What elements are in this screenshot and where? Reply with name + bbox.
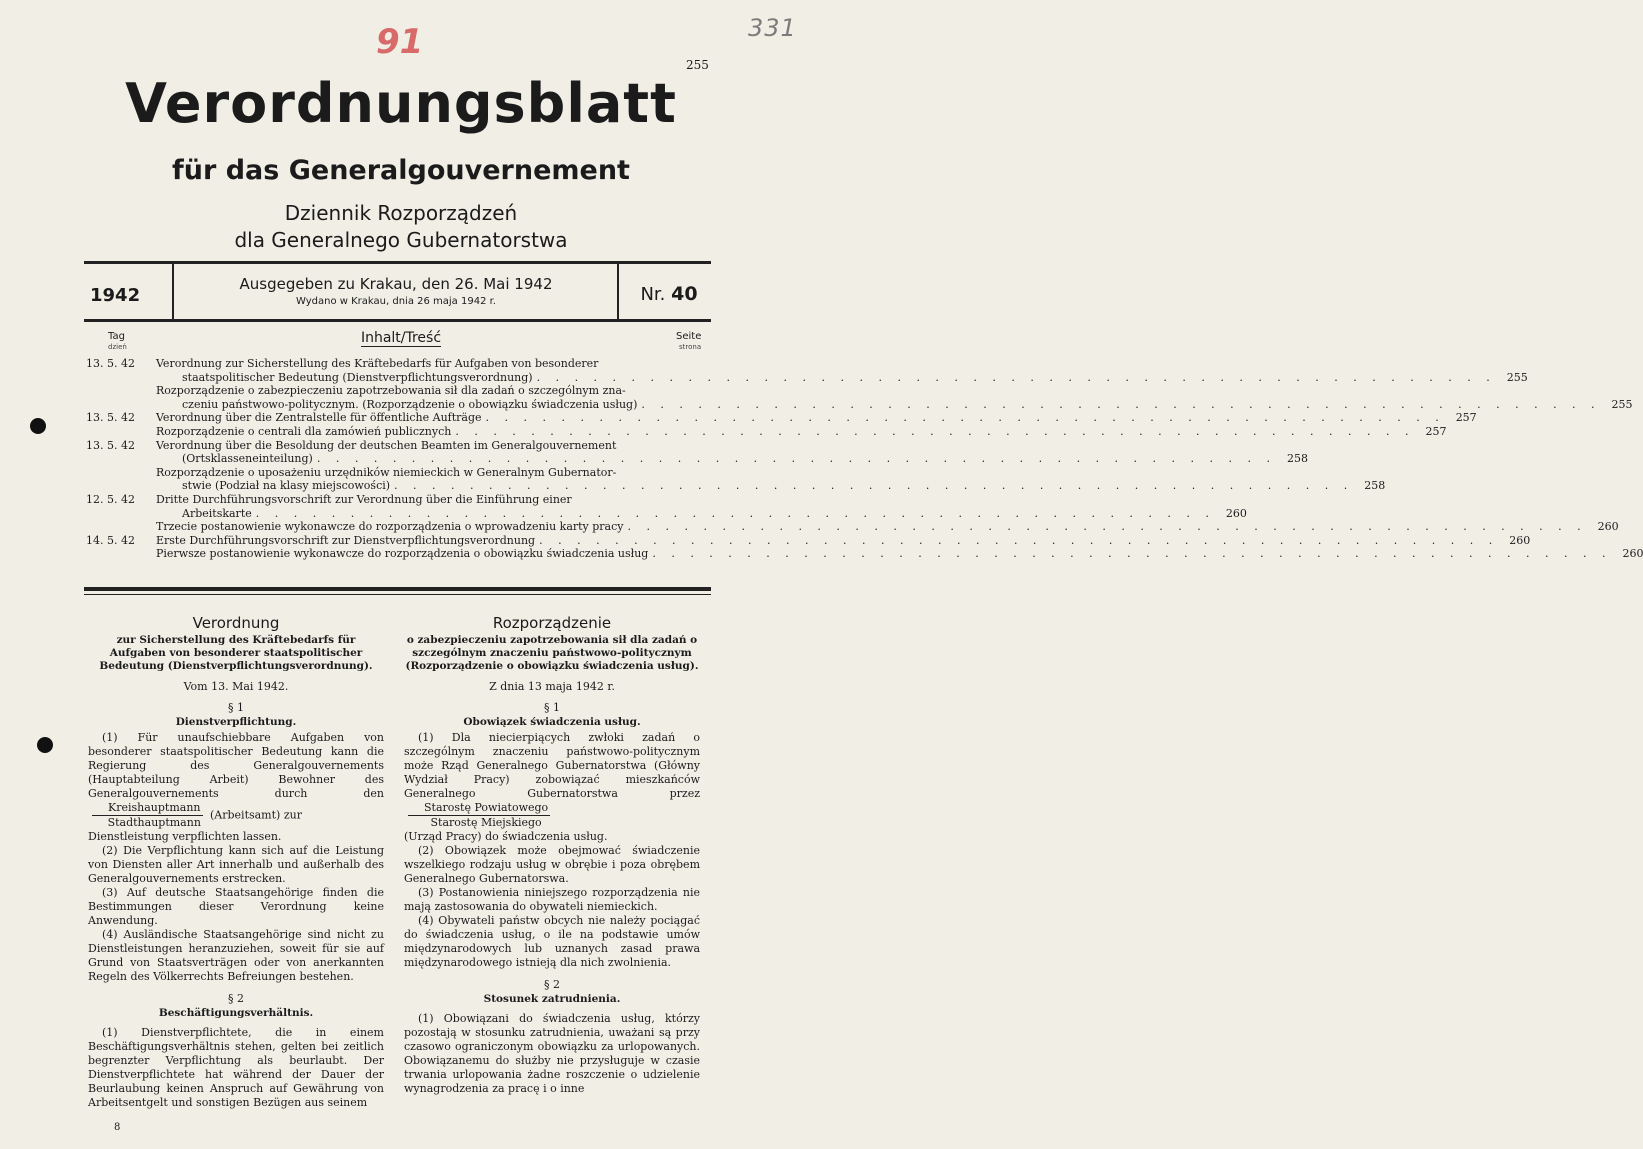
- toc-date: [86, 371, 156, 385]
- german-column: [88, 612, 384, 1110]
- toc-date: 13. 5. 42: [86, 357, 135, 370]
- toc-bottom-rule: [84, 587, 711, 591]
- masthead-subtitle: für das Generalgouvernement: [172, 155, 630, 186]
- german-date: Vom 13. Mai 1942.: [183, 680, 289, 693]
- polish-column: [404, 612, 700, 1096]
- handwritten-number: 91: [376, 22, 424, 62]
- toc-leader-dots: . . . . . . . . . . . . . . . . . . . . . . . . . . . . . . . . . . . . . . . . . . . . . . . . . . .: [627, 520, 1587, 534]
- toc-title-text: Erste Durchführungsvorschrift zur Dienstverpflichtungsverordnung: [156, 533, 536, 547]
- toc-title-text: czeniu państwowo-politycznym. (Rozporządzenie o obowiązku świadczenia usług): [182, 397, 638, 411]
- footer-number: 8: [114, 1122, 121, 1133]
- toc-date: [86, 466, 156, 480]
- toc-title: [156, 493, 674, 507]
- german-section-2: § 2: [228, 992, 244, 1005]
- toc-page-number: [674, 357, 706, 371]
- toc-title-text: Verordnung über die Zentralstelle für öffentliche Aufträge: [156, 411, 482, 425]
- issue-date-block: [176, 274, 616, 310]
- german-paragraph-1a: (1) Für unaufschiebbare Aufgaben von besonderer staatspolitischer Bedeutung kann die Regierung des Generalgouvernements (Hauptabteilung Arbeit) Bewohner des Generalgouvernements durch den: [88, 731, 384, 800]
- german-section-2-title: Beschäftigungsverhältnis.: [158, 1007, 314, 1019]
- german-paragraph-3: (3) Auf deutsche Staatsangehörige finden die Bestimmungen dieser Verordnung keine Anwendung.: [88, 886, 384, 927]
- toc-date: 12. 5. 42: [86, 492, 135, 506]
- toc-date: [86, 452, 156, 466]
- german-fraction-top: Kreishauptmann: [92, 801, 203, 816]
- toc-title-text: Rozporządzenie o uposażeniu urzędników niemieckich w Generalnym Gubernator-: [156, 465, 617, 479]
- toc-title-text: staatspolitischer Bedeutung (Dienstverpflichtungsverordnung): [182, 370, 533, 384]
- german-fraction: [92, 801, 203, 830]
- issue-date-german: Ausgegeben zu Krakau, den 26. Mai 1942: [239, 275, 553, 293]
- toc-line: [86, 357, 706, 371]
- toc-title-text: stwie (Podział na klasy miejscowości): [182, 479, 391, 493]
- issue-box-bottom-rule: [84, 319, 711, 322]
- toc-leader-dots: . . . . . . . . . . . . . . . . . . . . . . . . . . . . . . . . . . . . . . . . . . . . . . . . . . .: [255, 506, 1215, 520]
- punch-hole: [30, 418, 46, 434]
- polish-fraction-bottom: Starostę Miejskiego: [430, 816, 542, 829]
- toc-page-number: [674, 384, 706, 398]
- toc-page-number: 260: [1509, 533, 1531, 547]
- toc-page-number: 260: [1622, 547, 1643, 561]
- polish-paragraph-1a: (1) Dla niecierpiących zwłoki zadań o szczególnym znaczeniu państwowo-politycznym może Rząd Generalnego Gubernatorstwa (Główny Wydział Pracy) zobowiązać mieszkańców Generalnego Gubernatorstwa przez: [404, 731, 700, 800]
- polish-section-1-title: Obowiązek świadczenia usług.: [463, 716, 641, 728]
- toc-entry: [86, 411, 1477, 438]
- issue-number-label: Nr.: [640, 284, 666, 305]
- german-fraction-bottom: Stadthauptmann: [107, 816, 201, 829]
- toc-title: [156, 425, 1414, 439]
- toc-title: [156, 439, 674, 453]
- toc-date: [86, 507, 156, 521]
- toc-page-label: Seite: [676, 331, 702, 342]
- toc-title: [156, 398, 1601, 412]
- toc-title: [156, 507, 1215, 521]
- toc-leader-dots: . . . . . . . . . . . . . . . . . . . . . . . . . . . . . . . . . . . . . . . . . . . . . . . . . . .: [641, 397, 1601, 411]
- polish-paragraph-5: (1) Obowiązani do świadczenia usług, którzy pozostają w stosunku zatrudnienia, uważani są przy czasowo ograniczonym obowiązku za urlopowanych. Obowiązanemu do służby nie przysługuje w czasie trwania urlopowania żadne roszczenie o udzielenie wynagrodzenia za pracę i o inne: [404, 1012, 700, 1095]
- toc-page-number: 260: [1225, 506, 1247, 520]
- toc-line: [86, 384, 706, 398]
- toc-title: [156, 466, 674, 480]
- table-of-contents: [86, 357, 1643, 561]
- toc-title: [156, 384, 674, 398]
- toc-title-text: Arbeitskarte: [182, 506, 252, 520]
- toc-title: [156, 479, 1353, 493]
- toc-heading-text: Inhalt/Treść: [360, 330, 442, 346]
- toc-date: [86, 520, 156, 534]
- toc-title-text: Dritte Durchführungsvorschrift zur Verordnung über die Einführung einer: [156, 492, 572, 506]
- issue-year: 1942: [90, 285, 141, 306]
- toc-tag-sublabel: dzień: [108, 343, 127, 351]
- toc-line: [86, 493, 706, 507]
- german-paragraph-1: [88, 731, 384, 830]
- punch-hole: [37, 737, 53, 753]
- polish-title-line-2: dla Generalnego Gubernatorstwa: [234, 228, 568, 252]
- polish-title: Rozporządzenie: [492, 614, 612, 632]
- toc-title: [156, 411, 1445, 425]
- polish-fraction: [408, 801, 550, 830]
- toc-line: [86, 479, 1386, 493]
- toc-entry: [86, 357, 1633, 411]
- polish-paragraph-1: [404, 731, 700, 830]
- toc-title: [156, 547, 1611, 561]
- polish-section-1: § 1: [544, 701, 560, 714]
- toc-page-number: 258: [1287, 452, 1308, 466]
- polish-paragraph-1c: (Urząd Pracy) do świadczenia usług.: [404, 830, 608, 843]
- toc-title: [156, 534, 1498, 548]
- toc-leader-dots: . . . . . . . . . . . . . . . . . . . . . . . . . . . . . . . . . . . . . . . . . . . . . . . . . . .: [394, 479, 1354, 493]
- polish-subtitle: o zabezpieczeniu zapotrzebowania sił dla zadań o szczególnym znaczeniu państwowo-politycznym (Rozporządzenie o obowiązku świadczenia usług).: [405, 634, 699, 672]
- toc-title-text: Rozporządzenie o zabezpieczeniu zapotrzebowania sił dla zadań o szczególnym zna-: [156, 384, 626, 398]
- toc-heading: [316, 330, 486, 346]
- toc-line: [86, 466, 706, 480]
- toc-title-text: (Ortsklasseneinteilung): [182, 452, 313, 466]
- toc-title: [156, 371, 1496, 385]
- toc-date: [86, 479, 156, 493]
- polish-paragraph-3: (3) Postanowienia niniejszego rozporządzenia nie mają zastosowania do obywateli niemieckich.: [404, 886, 700, 913]
- polish-paragraph-2: (2) Obowiązek może obejmować świadczenie wszelkiego rodzaju usług w obrębie i poza obrębem Generalnego Gubernatorswa.: [404, 844, 700, 885]
- page-number: 255: [686, 58, 709, 72]
- toc-line: [86, 397, 1633, 412]
- toc-line: [86, 370, 1528, 385]
- polish-date: Z dnia 13 maja 1942 r.: [489, 680, 615, 693]
- toc-bottom-rule-thin: [84, 594, 711, 595]
- toc-line: [86, 452, 1308, 466]
- toc-leader-dots: . . . . . . . . . . . . . . . . . . . . . . . . . . . . . . . . . . . . . . . . . . . . . . . . . . .: [539, 533, 1499, 547]
- german-paragraph-1b: (Arbeitsamt) zur: [210, 808, 302, 822]
- german-section-1: § 1: [228, 701, 244, 714]
- toc-page-number: 257: [1455, 411, 1477, 425]
- toc-date: [86, 547, 156, 561]
- toc-title-text: Verordnung über die Besoldung der deutschen Beamten im Generalgouvernement: [156, 438, 617, 452]
- german-paragraph-5: (1) Dienstverpflichtete, die in einem Beschäftigungsverhältnis stehen, gelten bei zeitlich begrenzter Verpflichtung als beurlaubt. Der Dienstverpflichtete hat während der Dauer der Beurlaubung keinen Anspruch auf Gewährung von Arbeitsentgelt und sonstigen Bezügen aus seinem: [88, 1026, 384, 1109]
- german-paragraph-1c: Dienstleistung verpflichten lassen.: [88, 830, 282, 843]
- toc-date: 13. 5. 42: [86, 411, 135, 425]
- toc-line: [86, 439, 706, 453]
- toc-date: [86, 398, 156, 412]
- toc-page-number: 257: [1425, 424, 1447, 438]
- toc-page-number: [674, 493, 706, 507]
- toc-date: 13. 5. 42: [86, 438, 135, 452]
- issue-number-value: 40: [671, 283, 698, 305]
- toc-tag-label: Tag: [108, 331, 125, 342]
- toc-title: [156, 452, 1276, 466]
- german-paragraph-2: (2) Die Verpflichtung kann sich auf die Leistung von Diensten aller Art innerhalb und außerhalb des Generalgouvernements erstrecken.: [88, 844, 384, 885]
- german-title: Verordnung: [192, 614, 280, 632]
- masthead-title: Verordnungsblatt: [125, 72, 677, 135]
- polish-section-2: § 2: [544, 978, 560, 991]
- german-subtitle: zur Sicherstellung des Kräftebedarfs für Aufgaben von besonderer staatspolitischer Bedeutung (Dienstverpflichtungsverordnung).: [99, 634, 373, 672]
- toc-title-text: Pierwsze postanowienie wykonawcze do rozporządzenia o obowiązku świadczenia usług: [156, 547, 649, 561]
- polish-section-2-title: Stosunek zatrudnienia.: [483, 993, 621, 1005]
- toc-leader-dots: . . . . . . . . . . . . . . . . . . . . . . . . . . . . . . . . . . . . . . . . . . . . . . . . . . .: [485, 411, 1445, 425]
- toc-leader-dots: . . . . . . . . . . . . . . . . . . . . . . . . . . . . . . . . . . . . . . . . . . . . . . . . . . .: [536, 370, 1496, 384]
- toc-leader-dots: . . . . . . . . . . . . . . . . . . . . . . . . . . . . . . . . . . . . . . . . . . . . . . . . . . .: [316, 452, 1276, 466]
- toc-line: [86, 533, 1531, 548]
- toc-entry: [86, 438, 1386, 493]
- toc-page-number: 255: [1506, 370, 1528, 384]
- toc-line: [86, 411, 1477, 425]
- toc-line: [86, 547, 1643, 561]
- toc-page-number: 255: [1611, 397, 1633, 411]
- archive-number: 331: [748, 14, 797, 42]
- toc-title-text: Verordnung zur Sicherstellung des Kräftebedarfs für Aufgaben von besonderer: [156, 357, 599, 370]
- german-paragraph-4: (4) Ausländische Staatsangehörige sind nicht zu Dienstleistungen heranzuziehen, soweit für sie auf Grund von Staatsverträgen oder von anerkannten Regeln des Völkerrechts Befreiungen bestehen.: [88, 928, 384, 983]
- issue-date-polish: Wydano w Krakau, dnia 26 maja 1942 r.: [296, 296, 496, 307]
- toc-page-number: [674, 466, 706, 480]
- toc-title: [156, 520, 1587, 534]
- toc-line: [86, 424, 1447, 439]
- toc-leader-dots: . . . . . . . . . . . . . . . . . . . . . . . . . . . . . . . . . . . . . . . . . . . . . . . . . . .: [652, 547, 1612, 561]
- toc-title-text: Rozporządzenie o centrali dla zamówień publicznych: [156, 424, 452, 438]
- toc-date: [86, 384, 156, 398]
- polish-fraction-top: Starostę Powiatowego: [408, 801, 550, 816]
- toc-entry: [86, 492, 1619, 534]
- toc-page-number: 260: [1597, 520, 1619, 534]
- toc-date: 14. 5. 42: [86, 533, 135, 547]
- toc-page-sublabel: strona: [679, 343, 702, 351]
- toc-page-number: [674, 439, 706, 453]
- polish-title-line-1: Dziennik Rozporządzeń: [284, 201, 518, 225]
- toc-line: [86, 520, 1619, 534]
- toc-line: [86, 506, 1247, 521]
- masthead-polish: [86, 200, 716, 254]
- issue-box-divider: [617, 263, 619, 319]
- polish-paragraph-4: (4) Obywateli państw obcych nie należy pociągać do świadczenia usług, o ile na podstawie umów międzynarodowych lub uznanych zasad prawa międzynarodowego istnieją dla nich zwolnienia.: [404, 914, 700, 969]
- toc-entry: [86, 533, 1643, 561]
- toc-title-text: Trzecie postanowienie wykonawcze do rozporządzenia o wprowadzeniu karty pracy: [156, 520, 624, 534]
- issue-box-divider: [172, 263, 174, 319]
- german-section-1-title: Dienstverpflichtung.: [175, 716, 297, 728]
- toc-leader-dots: . . . . . . . . . . . . . . . . . . . . . . . . . . . . . . . . . . . . . . . . . . . . . . . . . . .: [455, 424, 1415, 438]
- toc-date: [86, 425, 156, 439]
- toc-title: [156, 357, 674, 371]
- issue-number: [624, 283, 714, 305]
- toc-page-number: 258: [1364, 479, 1386, 493]
